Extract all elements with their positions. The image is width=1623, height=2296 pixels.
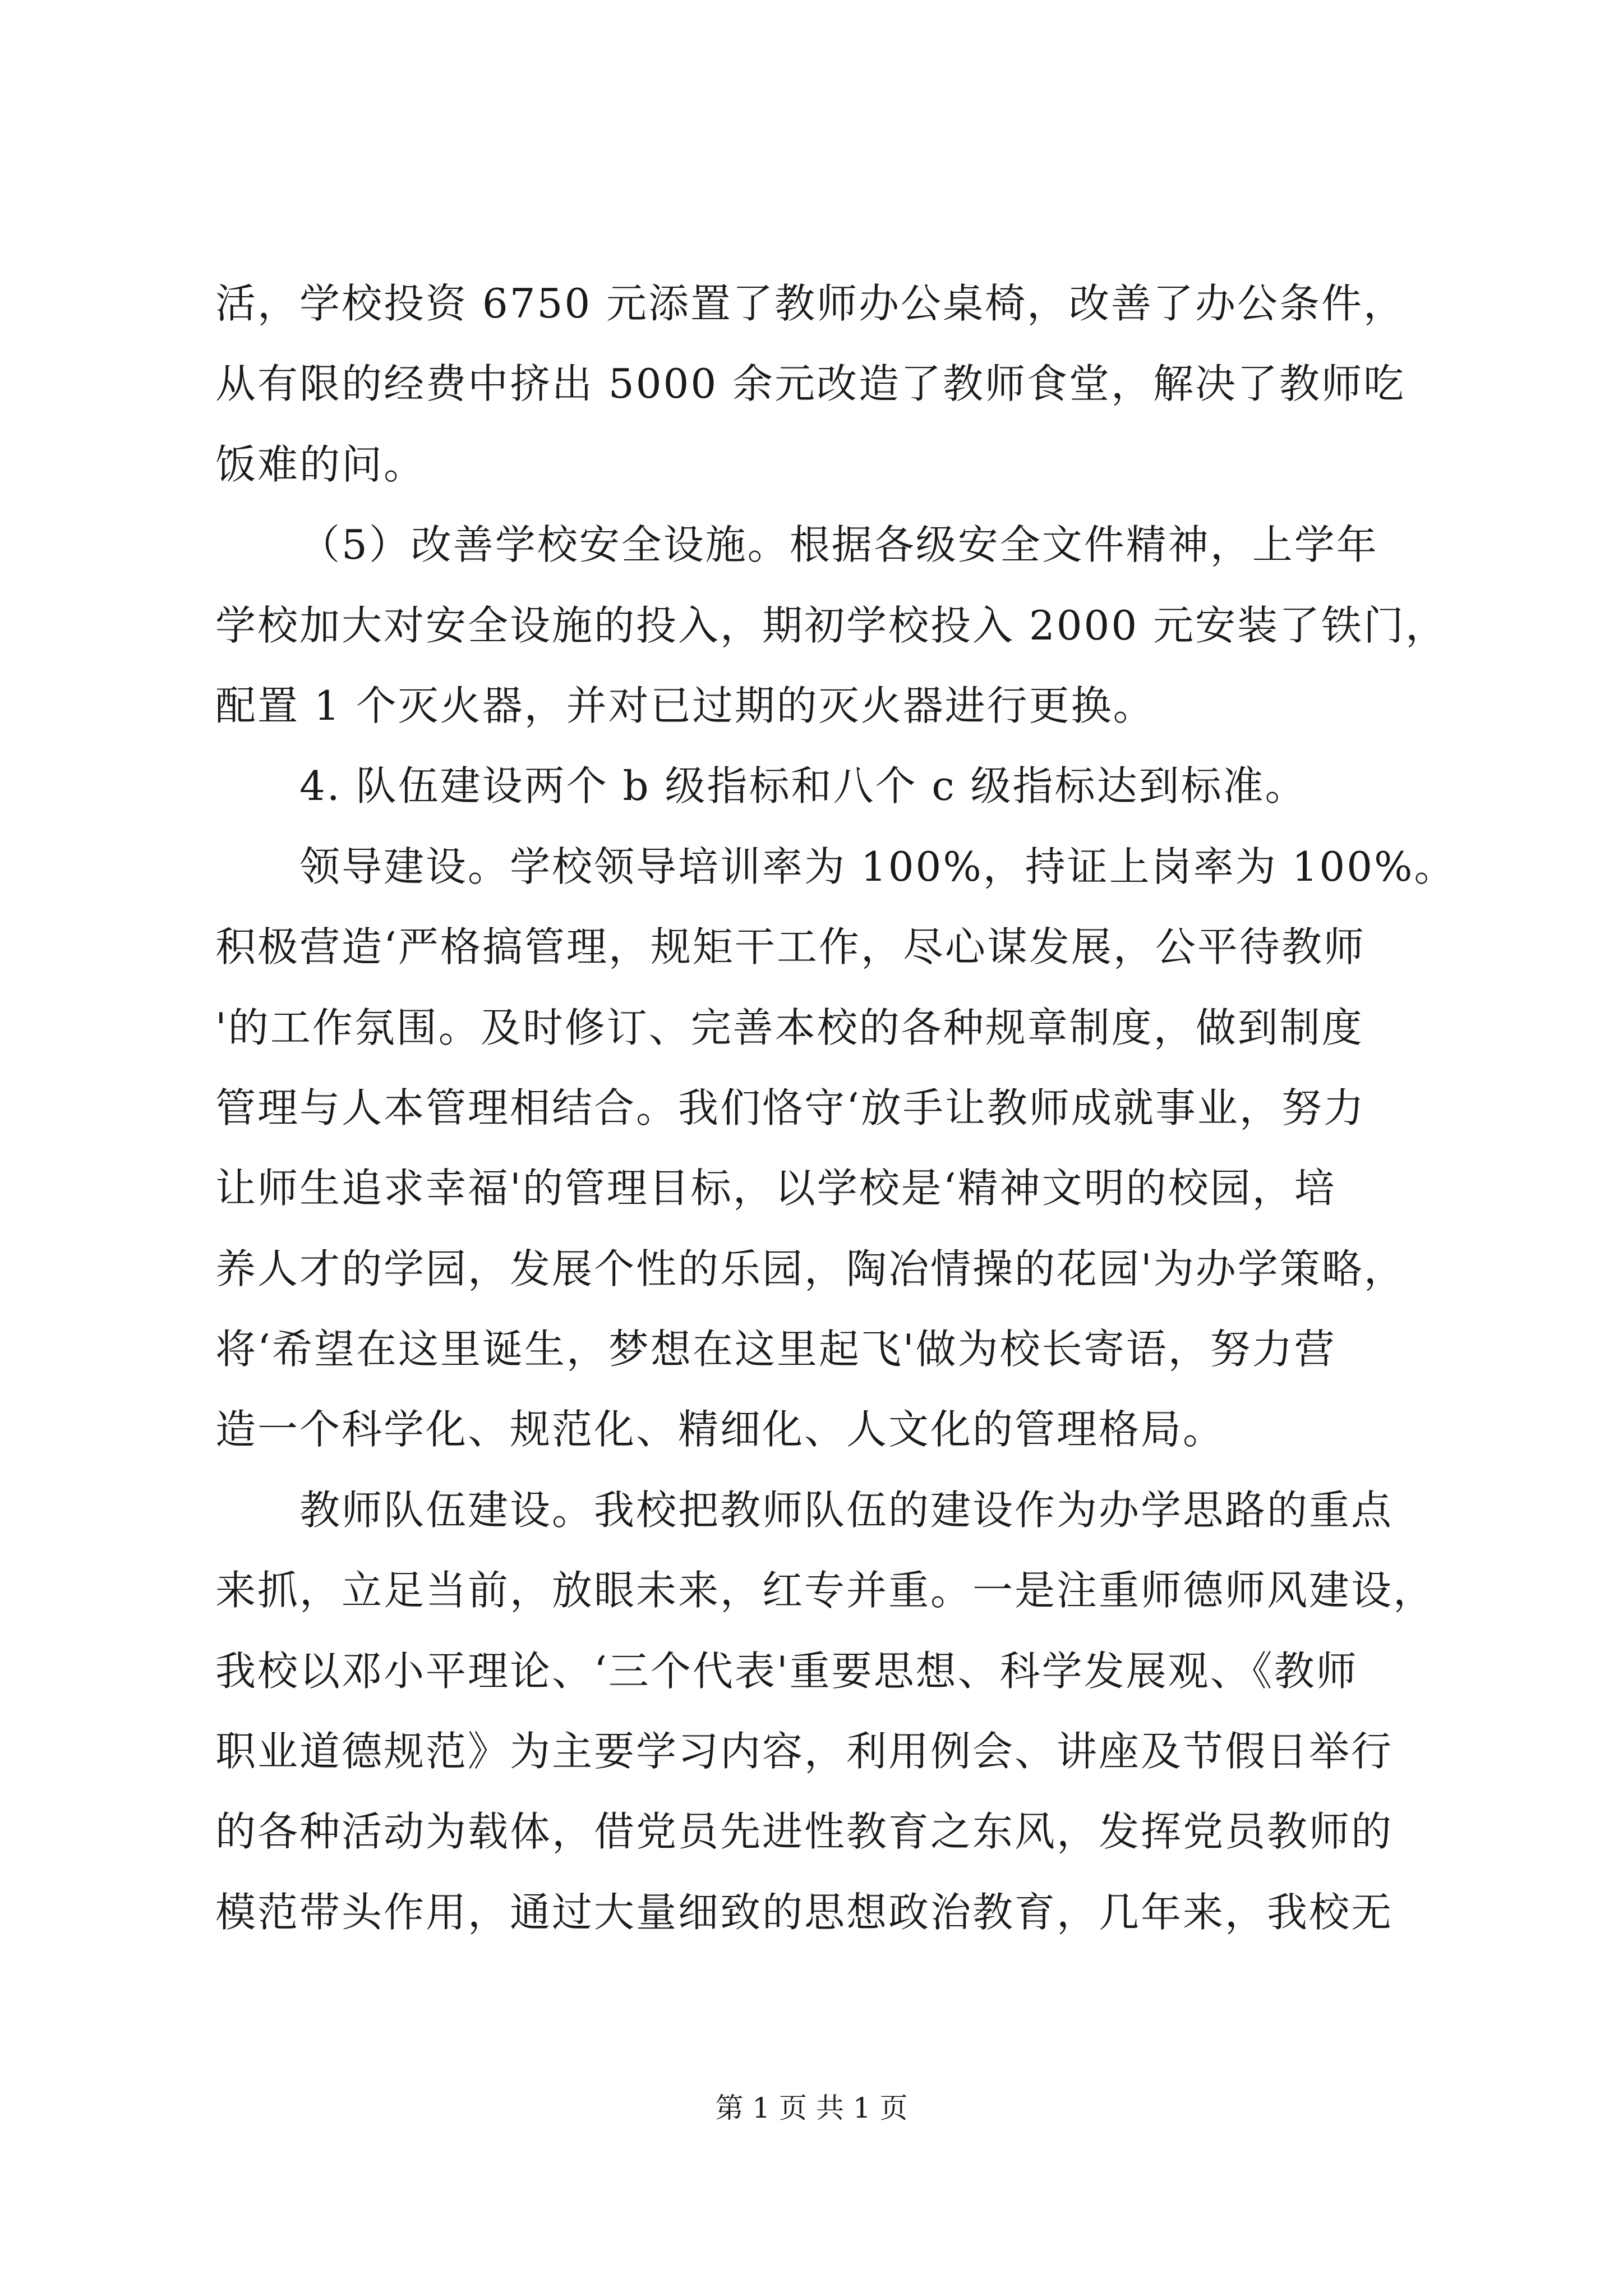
- text-line: 造一个科学化、规范化、精细化、人文化的管理格局。: [215, 1406, 1225, 1453]
- text-line: 积极营造‘严格搞管理，规矩干工作，尽心谋发展，公平待教师: [215, 923, 1366, 971]
- page-footer: 第 1 页 共 1 页: [715, 2092, 908, 2124]
- text-line: 我校以邓小平理论、‘三个代表'重要思想、科学发展观、《教师: [215, 1647, 1358, 1695]
- text-line: 的各种活动为载体，借党员先进性教育之东风，发挥党员教师的: [215, 1808, 1394, 1856]
- text-line: 养人才的学园，发展个性的乐园，陶冶情操的花园'为办学策略，: [215, 1245, 1406, 1292]
- text-line: 模范带头作用，通过大量细致的思想政治教育，几年来，我校无: [215, 1888, 1394, 1936]
- text-line: 教师队伍建设。我校把教师队伍的建设作为办学思路的重点: [299, 1486, 1394, 1534]
- text-line: （5）改善学校安全设施。根据各级安全文件精神，上学年: [299, 521, 1378, 569]
- text-line: 学校加大对安全设施的投入，期初学校投入 2000 元安装了铁门，: [215, 601, 1448, 649]
- text-line: 来抓，立足当前，放眼未来，红专并重。一是注重师德师风建设，: [215, 1567, 1436, 1614]
- text-line: 4. 队伍建设两个 b 级指标和八个 c 级指标达到标准。: [299, 762, 1307, 810]
- text-line: 将‘希望在这里诞生，梦想在这里起飞'做为校长寄语，努力营: [215, 1326, 1336, 1373]
- text-line: 领导建设。学校领导培训率为 100%，持证上岗率为 100%。: [299, 843, 1456, 890]
- text-line: 让师生追求幸福'的管理目标，以学校是‘精神文明的校园，培: [215, 1165, 1336, 1212]
- text-line: 职业道德规范》为主要学习内容，利用例会、讲座及节假日举行: [215, 1728, 1394, 1775]
- text-line: '的工作氛围。及时修订、完善本校的各种规章制度，做到制度: [215, 1004, 1364, 1051]
- text-line: 活，学校投资 6750 元添置了教师办公桌椅，改善了办公条件，: [215, 280, 1406, 327]
- document-body: [215, 264, 1456, 1953]
- text-line: 管理与人本管理相结合。我们恪守‘放手让教师成就事业，努力: [215, 1084, 1366, 1131]
- text-line: 配置 1 个灭火器，并对已过期的灭火器进行更换。: [215, 682, 1155, 729]
- text-line: 从有限的经费中挤出 5000 余元改造了教师食堂，解决了教师吃: [215, 360, 1406, 408]
- text-line: 饭难的问。: [215, 440, 426, 488]
